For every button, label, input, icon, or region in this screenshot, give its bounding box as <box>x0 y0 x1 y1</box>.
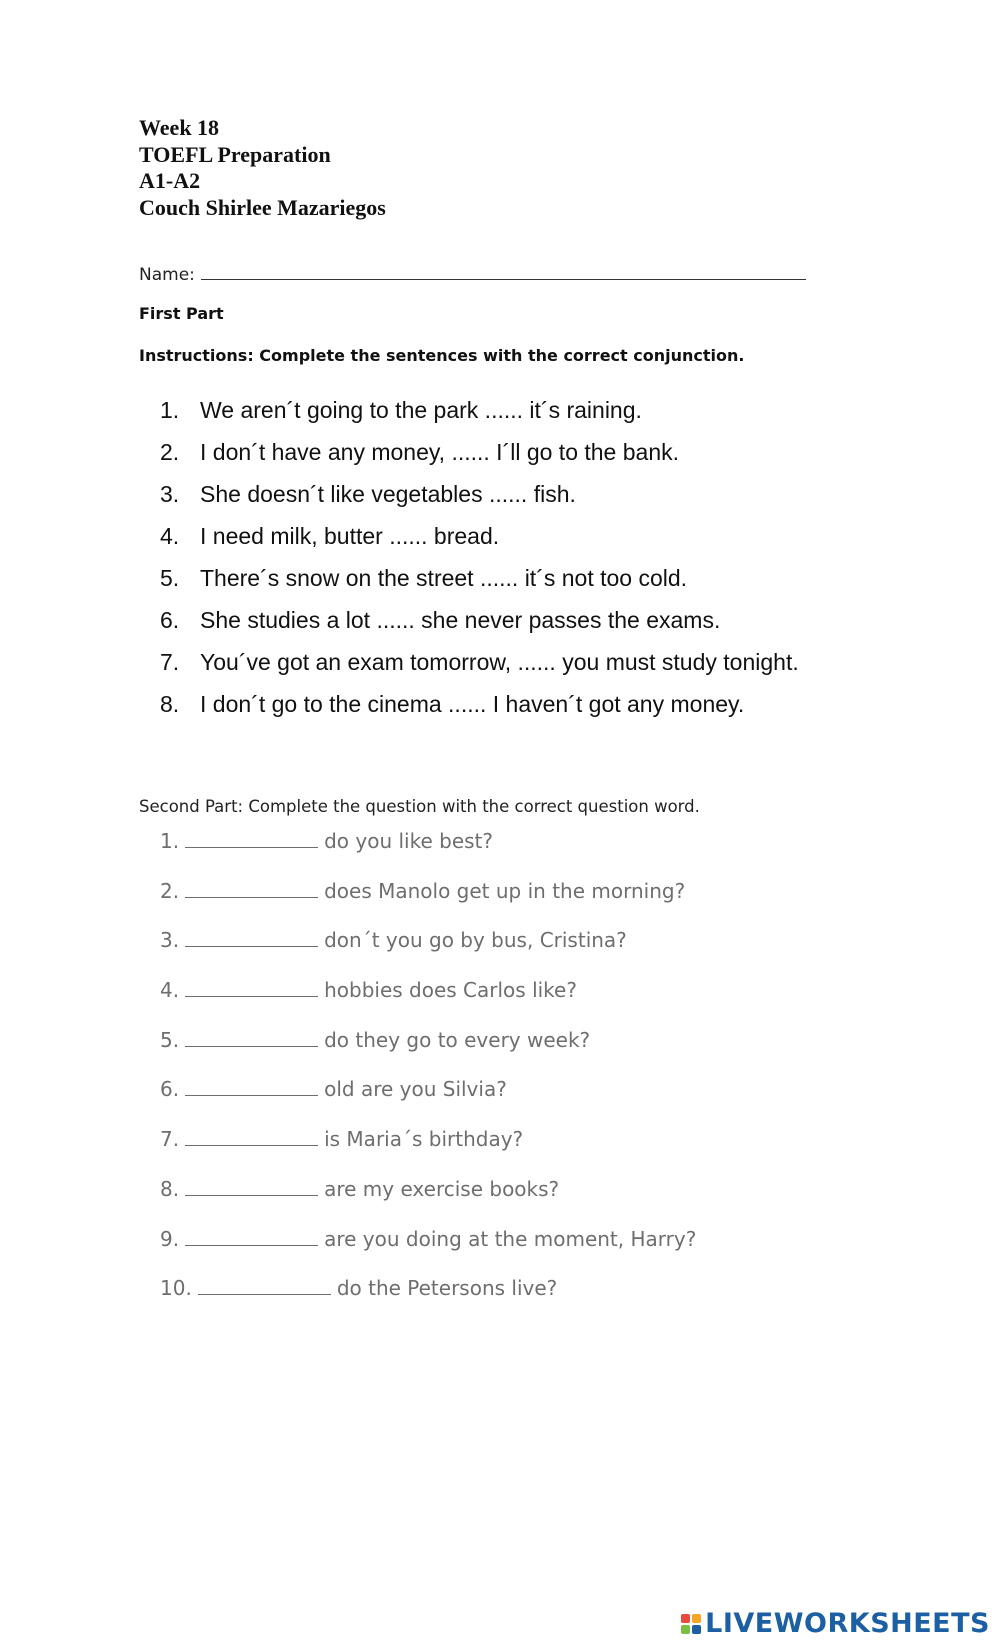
week-label: Week 18 <box>139 115 220 140</box>
liveworksheets-logo <box>681 1608 990 1639</box>
item-number: 7. <box>160 1127 180 1152</box>
question-text: do the Petersons live? <box>336 1276 558 1301</box>
answer-blank[interactable] <box>198 1274 331 1295</box>
item-number: 10. <box>160 1276 192 1301</box>
list-item <box>160 521 799 563</box>
second-part-instructions: Second Part: Complete the question with the correct question word. <box>139 797 700 816</box>
question-text: do you like best? <box>324 829 494 853</box>
name-field-row <box>139 263 806 285</box>
logo-square <box>692 1614 701 1623</box>
logo-text: LIVEWORKSHEETS <box>705 1608 990 1639</box>
question-word-exercise-list <box>160 826 696 1323</box>
item-number: 1. <box>160 829 180 853</box>
teacher-name: Couch Shirlee Mazariegos <box>139 194 386 220</box>
item-number: 6. <box>160 1077 180 1102</box>
answer-blank[interactable] <box>185 1225 318 1246</box>
question-text: hobbies does Carlos like? <box>324 978 577 1003</box>
level-label: A1-A2 <box>139 168 201 193</box>
first-part-title: First Part <box>139 304 224 323</box>
name-label: Name: <box>139 265 195 285</box>
sentence-text: I don´t go to the cinema ...... I haven´t got any money. <box>200 691 745 717</box>
list-item <box>160 975 696 1025</box>
list-item <box>160 925 696 975</box>
sentence-text: There´s snow on the street ...... it´s not too cold. <box>200 565 688 591</box>
logo-mark-icon <box>681 1614 701 1634</box>
answer-blank[interactable] <box>185 1026 318 1047</box>
course-title: TOEFL Preparation <box>139 141 331 167</box>
list-item <box>160 437 799 479</box>
answer-blank[interactable] <box>185 1075 318 1096</box>
item-number: 5. <box>160 1027 180 1052</box>
item-number: 3. <box>160 481 180 507</box>
list-item <box>160 1224 696 1274</box>
logo-square <box>681 1625 690 1634</box>
question-text: do they go to every week? <box>324 1027 591 1052</box>
question-text: don´t you go by bus, Cristina? <box>324 928 627 953</box>
list-item <box>160 395 799 437</box>
name-input-line[interactable] <box>201 263 806 280</box>
answer-blank[interactable] <box>185 1125 318 1146</box>
list-item <box>160 1124 696 1174</box>
list-item <box>160 1174 696 1224</box>
answer-blank[interactable] <box>185 827 318 848</box>
list-item <box>160 1025 696 1075</box>
item-number: 6. <box>160 607 180 633</box>
sentence-text: We aren´t going to the park ...... it´s raining. <box>200 397 642 423</box>
item-number: 8. <box>160 691 180 717</box>
first-part-instructions: Instructions: Complete the sentences with the correct conjunction. <box>139 346 745 365</box>
list-item <box>160 605 799 647</box>
answer-blank[interactable] <box>185 926 318 947</box>
item-number: 3. <box>160 928 180 953</box>
list-item <box>160 1074 696 1124</box>
answer-blank[interactable] <box>185 877 318 898</box>
item-number: 2. <box>160 878 180 903</box>
question-text: is Maria´s birthday? <box>324 1127 524 1152</box>
list-item <box>160 689 799 731</box>
sentence-text: I don´t have any money, ...... I´ll go to the bank. <box>200 439 680 465</box>
question-text: are you doing at the moment, Harry? <box>324 1226 697 1251</box>
list-item <box>160 826 696 876</box>
worksheet-header <box>139 115 386 221</box>
answer-blank[interactable] <box>185 1175 318 1196</box>
sentence-text: You´ve got an exam tomorrow, ...... you must study tonight. <box>200 649 799 675</box>
logo-square <box>681 1614 690 1623</box>
question-text: old are you Silvia? <box>324 1077 507 1102</box>
item-number: 4. <box>160 978 180 1003</box>
item-number: 9. <box>160 1226 180 1251</box>
list-item <box>160 647 799 689</box>
logo-square <box>692 1625 701 1634</box>
list-item <box>160 1273 696 1323</box>
item-number: 5. <box>160 565 180 591</box>
list-item <box>160 479 799 521</box>
item-number: 8. <box>160 1176 180 1201</box>
item-number: 1. <box>160 397 180 423</box>
list-item <box>160 876 696 926</box>
item-number: 7. <box>160 649 180 675</box>
question-text: are my exercise books? <box>324 1176 560 1201</box>
answer-blank[interactable] <box>185 976 318 997</box>
item-number: 4. <box>160 523 180 549</box>
sentence-text: I need milk, butter ...... bread. <box>200 523 500 549</box>
conjunction-exercise-list <box>160 395 799 731</box>
question-text: does Manolo get up in the morning? <box>324 878 686 903</box>
sentence-text: She doesn´t like vegetables ...... fish. <box>200 481 576 507</box>
item-number: 2. <box>160 439 180 465</box>
sentence-text: She studies a lot ...... she never passes the exams. <box>200 607 721 633</box>
list-item <box>160 563 799 605</box>
